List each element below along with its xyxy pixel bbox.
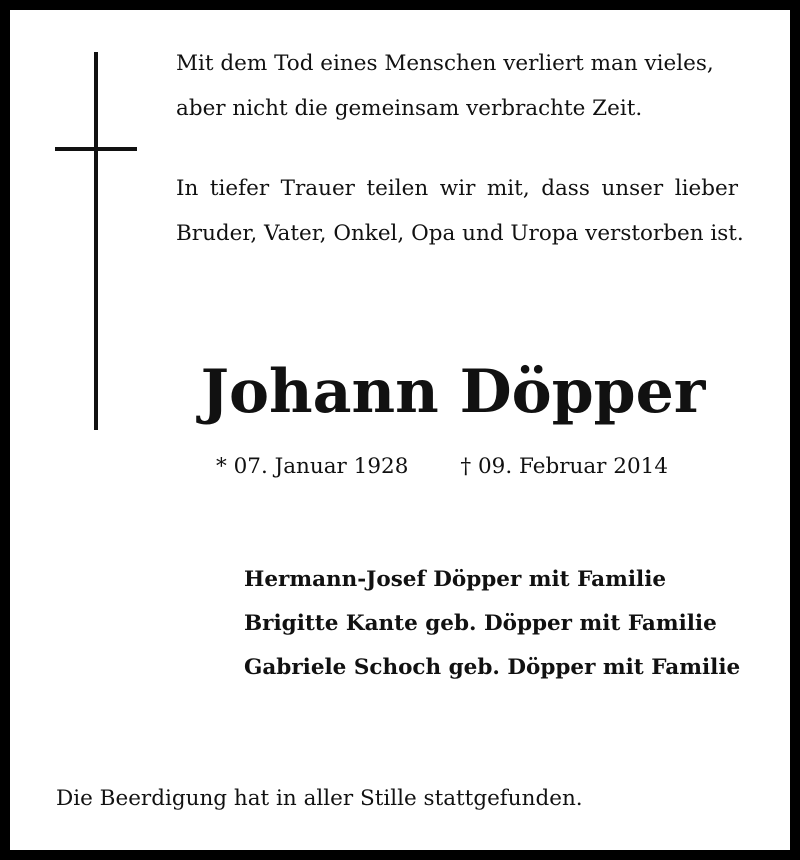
memorial-quote [176, 41, 738, 131]
death-date: † 09. Februar 2014 [460, 454, 668, 479]
life-dates [216, 452, 668, 482]
mourner-entry: Hermann-Josef Döpper mit Familie [244, 567, 667, 592]
deceased-name: Johann Döpper [200, 357, 706, 427]
birth-date: * 07. Januar 1928 [216, 454, 409, 479]
mourners-list [244, 558, 740, 690]
mourner-entry: Gabriele Schoch geb. Döpper mit Familie [244, 655, 741, 680]
funeral-note: Die Beerdigung hat in aller Stille stattgefunden. [56, 786, 583, 811]
mourner-entry: Brigitte Kante geb. Döpper mit Familie [244, 611, 717, 636]
announcement-line-2: Bruder, Vater, Onkel, Opa und Uropa verstorben ist. [176, 221, 744, 246]
death-announcement [176, 166, 744, 256]
quote-line-1: Mit dem Tod eines Menschen verliert man vieles, [176, 51, 714, 76]
quote-line-2: aber nicht die gemeinsam verbrachte Zeit. [176, 96, 643, 121]
cross-icon-horizontal-bar [55, 147, 137, 151]
announcement-line-1: In tiefer Trauer teilen wir mit, dass unser lieber [176, 176, 738, 201]
